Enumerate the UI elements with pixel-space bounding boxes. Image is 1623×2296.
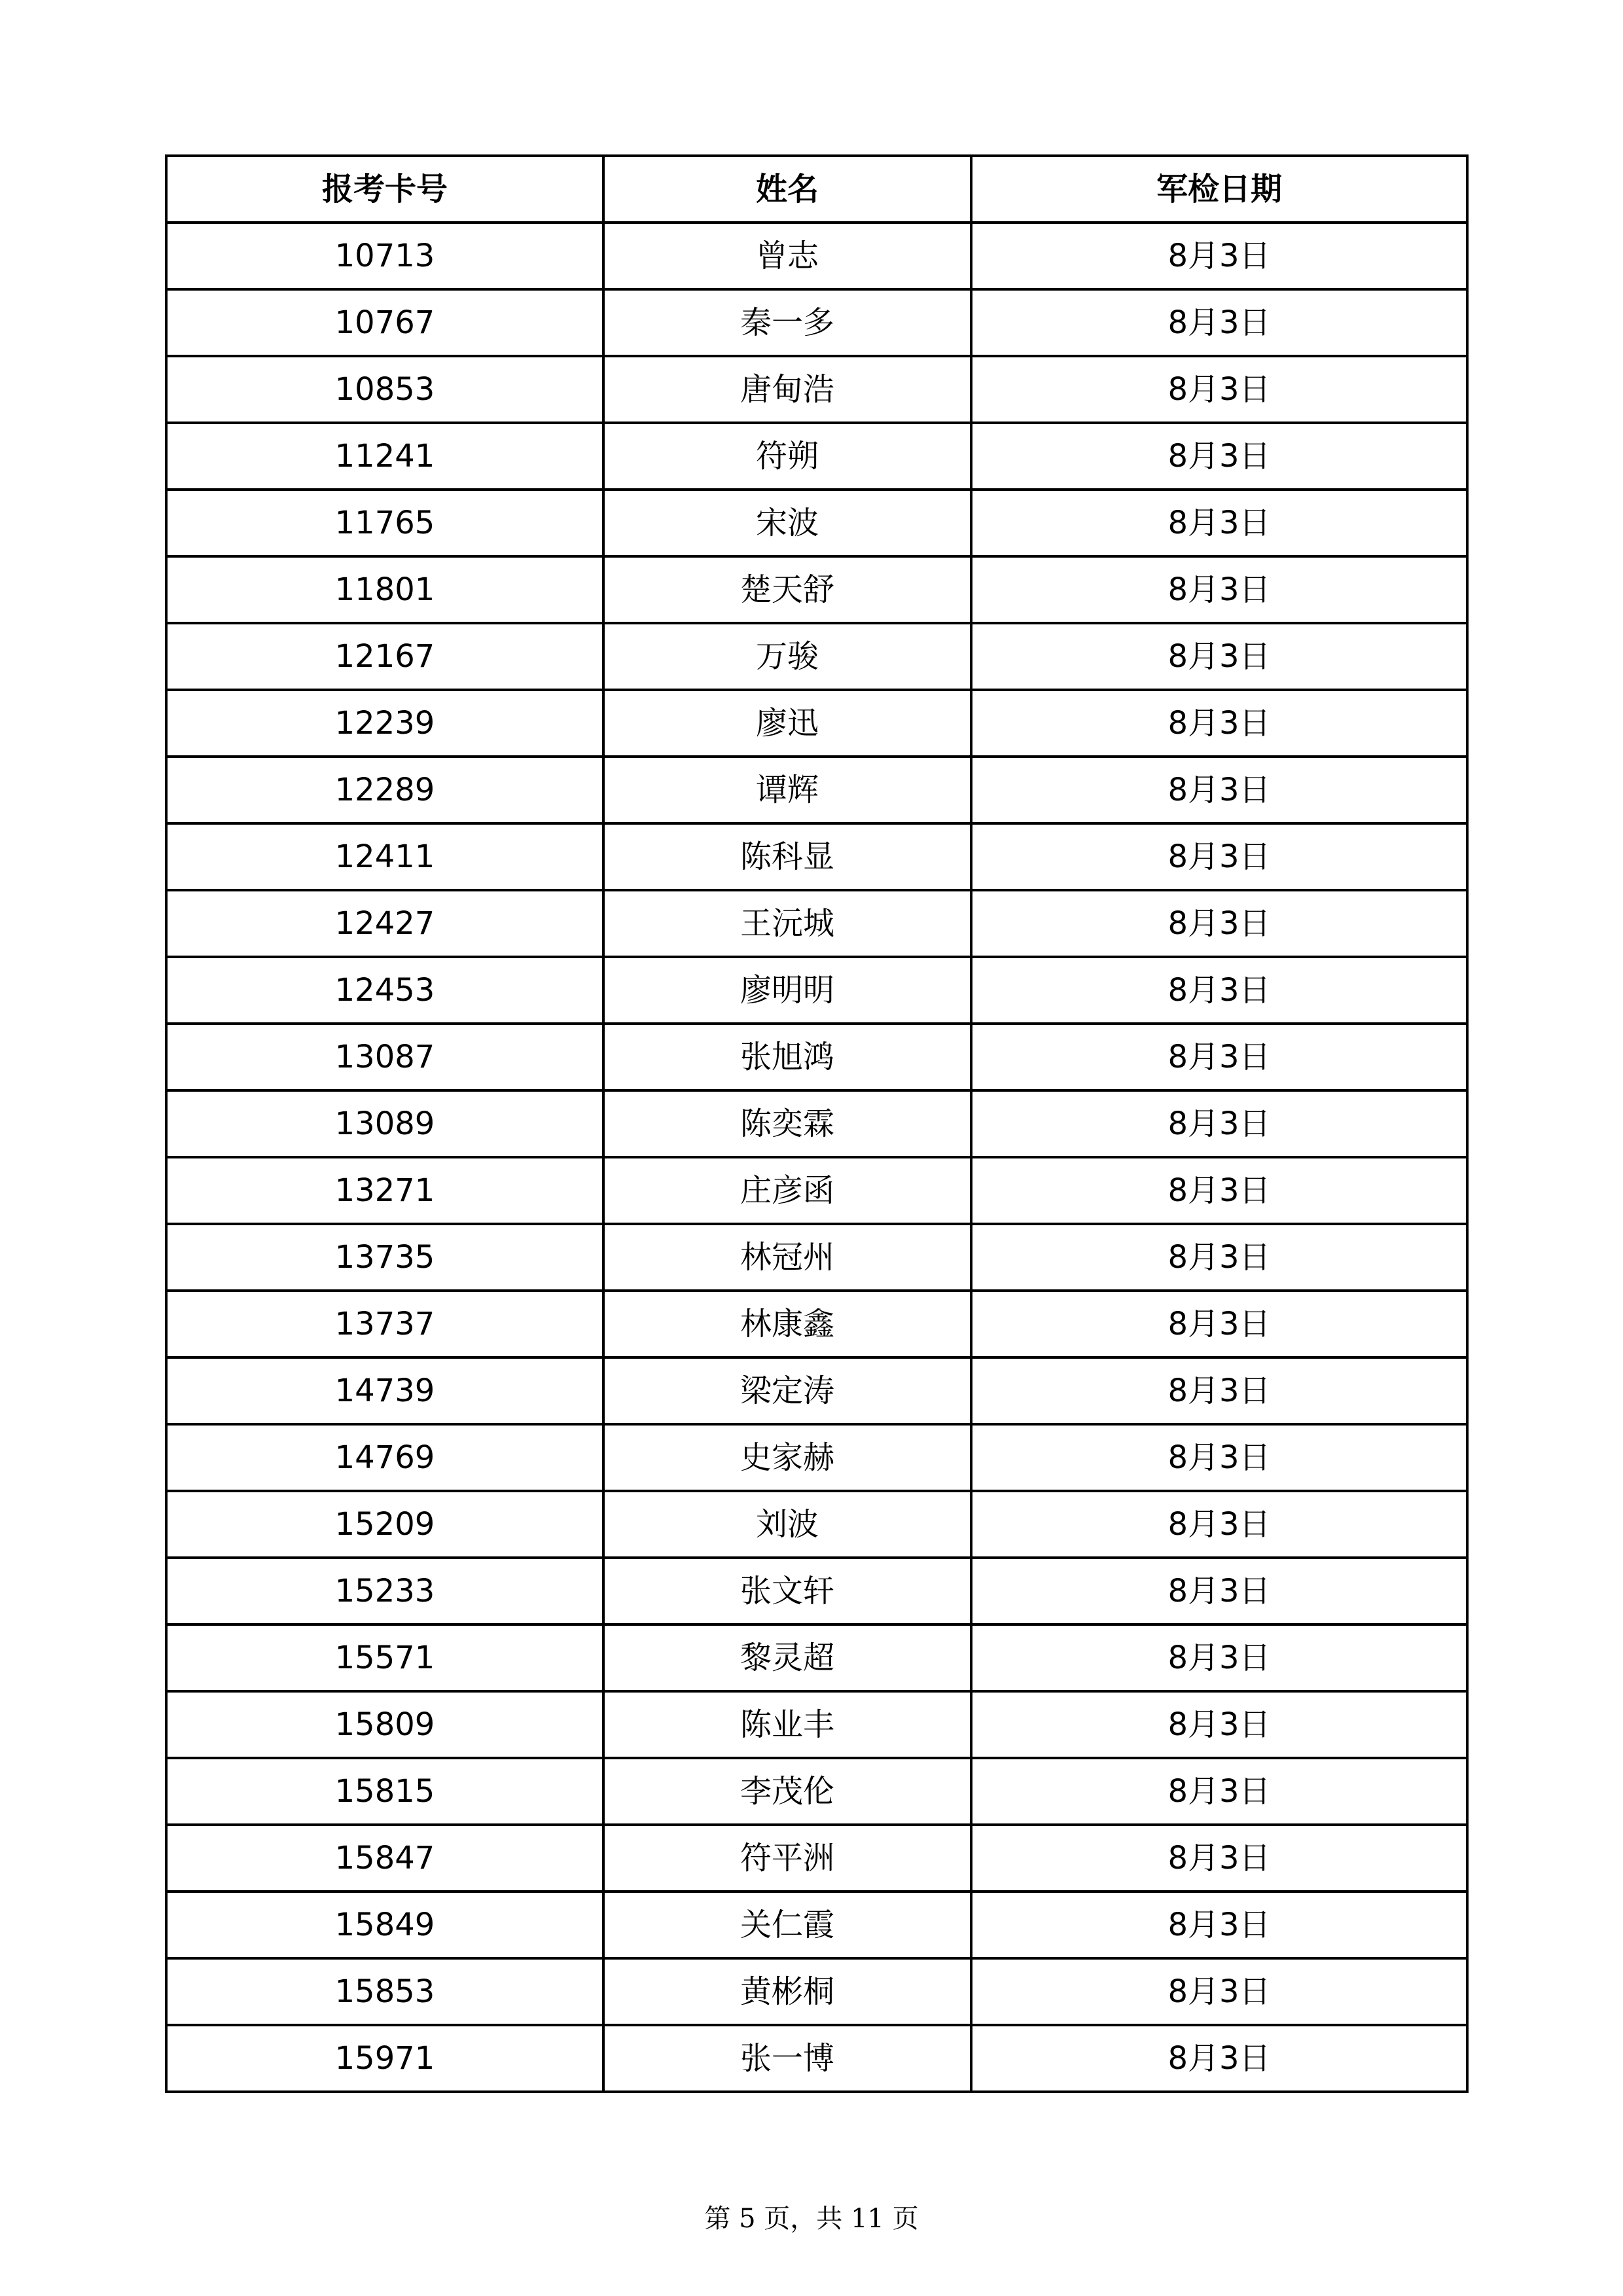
cell-name: 宋波 xyxy=(603,490,971,556)
cell-card-no: 13737 xyxy=(166,1291,603,1357)
cell-date: 8月3日 xyxy=(971,1090,1467,1157)
table-row xyxy=(166,1958,1467,2025)
cell-card-no: 15847 xyxy=(166,1825,603,1892)
table-row xyxy=(166,1224,1467,1291)
cell-date: 8月3日 xyxy=(971,1157,1467,1224)
cell-name: 张一博 xyxy=(603,2025,971,2092)
cell-name: 林冠州 xyxy=(603,1224,971,1291)
table-row xyxy=(166,356,1467,423)
cell-card-no: 11765 xyxy=(166,490,603,556)
cell-date: 8月3日 xyxy=(971,556,1467,623)
cell-card-no: 14769 xyxy=(166,1424,603,1491)
cell-card-no: 15849 xyxy=(166,1892,603,1958)
cell-card-no: 10713 xyxy=(166,223,603,289)
table-row xyxy=(166,1357,1467,1424)
cell-name: 陈业丰 xyxy=(603,1691,971,1758)
page-number-footer: 第 5 页，共 11 页 xyxy=(704,2204,919,2234)
table-row xyxy=(166,289,1467,356)
cell-card-no: 13735 xyxy=(166,1224,603,1291)
cell-name: 廖明明 xyxy=(603,957,971,1024)
cell-name: 符朔 xyxy=(603,423,971,490)
table-row xyxy=(166,1892,1467,1958)
roster-table xyxy=(165,154,1469,2093)
cell-name: 刘波 xyxy=(603,1491,971,1558)
cell-date: 8月3日 xyxy=(971,1357,1467,1424)
cell-name: 唐甸浩 xyxy=(603,356,971,423)
cell-name: 符平洲 xyxy=(603,1825,971,1892)
table-row xyxy=(166,1825,1467,1892)
cell-date: 8月3日 xyxy=(971,623,1467,690)
cell-date: 8月3日 xyxy=(971,1624,1467,1691)
cell-card-no: 15971 xyxy=(166,2025,603,2092)
table-row xyxy=(166,223,1467,289)
cell-name: 庄彦函 xyxy=(603,1157,971,1224)
cell-card-no: 12427 xyxy=(166,890,603,957)
cell-date: 8月3日 xyxy=(971,957,1467,1024)
table-row xyxy=(166,423,1467,490)
cell-date: 8月3日 xyxy=(971,1958,1467,2025)
table-row xyxy=(166,556,1467,623)
cell-date: 8月3日 xyxy=(971,1024,1467,1090)
cell-name: 张旭鸿 xyxy=(603,1024,971,1090)
cell-name: 楚天舒 xyxy=(603,556,971,623)
cell-card-no: 11241 xyxy=(166,423,603,490)
cell-name: 陈科显 xyxy=(603,823,971,890)
cell-name: 廖迅 xyxy=(603,690,971,757)
cell-card-no: 15571 xyxy=(166,1624,603,1691)
cell-name: 曾志 xyxy=(603,223,971,289)
table-row xyxy=(166,623,1467,690)
cell-card-no: 11801 xyxy=(166,556,603,623)
table-row xyxy=(166,1691,1467,1758)
cell-name: 史家赫 xyxy=(603,1424,971,1491)
cell-card-no: 12239 xyxy=(166,690,603,757)
cell-date: 8月3日 xyxy=(971,1424,1467,1491)
cell-name: 黄彬桐 xyxy=(603,1958,971,2025)
cell-name: 梁定涛 xyxy=(603,1357,971,1424)
cell-name: 张文轩 xyxy=(603,1558,971,1624)
table-row xyxy=(166,490,1467,556)
cell-date: 8月3日 xyxy=(971,490,1467,556)
cell-date: 8月3日 xyxy=(971,890,1467,957)
roster-table-container xyxy=(165,154,1466,2093)
header-name: 姓名 xyxy=(603,156,971,223)
cell-card-no: 12411 xyxy=(166,823,603,890)
cell-card-no: 12453 xyxy=(166,957,603,1024)
cell-card-no: 13087 xyxy=(166,1024,603,1090)
table-row xyxy=(166,1090,1467,1157)
table-row xyxy=(166,1024,1467,1090)
table-row xyxy=(166,1424,1467,1491)
table-row xyxy=(166,823,1467,890)
cell-date: 8月3日 xyxy=(971,1691,1467,1758)
cell-card-no: 15233 xyxy=(166,1558,603,1624)
cell-card-no: 14739 xyxy=(166,1357,603,1424)
table-row xyxy=(166,1624,1467,1691)
cell-card-no: 10767 xyxy=(166,289,603,356)
table-row xyxy=(166,1758,1467,1825)
cell-card-no: 15209 xyxy=(166,1491,603,1558)
cell-name: 李茂伦 xyxy=(603,1758,971,1825)
table-row xyxy=(166,1157,1467,1224)
cell-name: 万骏 xyxy=(603,623,971,690)
cell-date: 8月3日 xyxy=(971,289,1467,356)
cell-name: 关仁霞 xyxy=(603,1892,971,1958)
cell-card-no: 15809 xyxy=(166,1691,603,1758)
cell-date: 8月3日 xyxy=(971,823,1467,890)
cell-name: 陈奕霖 xyxy=(603,1090,971,1157)
table-row xyxy=(166,1558,1467,1624)
cell-date: 8月3日 xyxy=(971,1825,1467,1892)
cell-date: 8月3日 xyxy=(971,223,1467,289)
table-row xyxy=(166,890,1467,957)
table-row xyxy=(166,1491,1467,1558)
cell-date: 8月3日 xyxy=(971,1892,1467,1958)
cell-date: 8月3日 xyxy=(971,1558,1467,1624)
table-row xyxy=(166,957,1467,1024)
cell-name: 黎灵超 xyxy=(603,1624,971,1691)
cell-date: 8月3日 xyxy=(971,2025,1467,2092)
table-row xyxy=(166,690,1467,757)
cell-date: 8月3日 xyxy=(971,1491,1467,1558)
cell-name: 王沅城 xyxy=(603,890,971,957)
cell-card-no: 13089 xyxy=(166,1090,603,1157)
cell-date: 8月3日 xyxy=(971,1224,1467,1291)
table-body xyxy=(166,223,1467,2092)
cell-date: 8月3日 xyxy=(971,1758,1467,1825)
cell-name: 林康鑫 xyxy=(603,1291,971,1357)
header-card-no: 报考卡号 xyxy=(166,156,603,223)
table-header-row xyxy=(166,156,1467,223)
cell-name: 秦一多 xyxy=(603,289,971,356)
cell-card-no: 15815 xyxy=(166,1758,603,1825)
cell-card-no: 12289 xyxy=(166,757,603,823)
cell-card-no: 12167 xyxy=(166,623,603,690)
cell-date: 8月3日 xyxy=(971,356,1467,423)
cell-date: 8月3日 xyxy=(971,1291,1467,1357)
cell-card-no: 15853 xyxy=(166,1958,603,2025)
cell-card-no: 10853 xyxy=(166,356,603,423)
cell-name: 谭辉 xyxy=(603,757,971,823)
table-row xyxy=(166,1291,1467,1357)
cell-date: 8月3日 xyxy=(971,757,1467,823)
table-row xyxy=(166,757,1467,823)
header-date: 军检日期 xyxy=(971,156,1467,223)
cell-date: 8月3日 xyxy=(971,423,1467,490)
table-row xyxy=(166,2025,1467,2092)
cell-date: 8月3日 xyxy=(971,690,1467,757)
cell-card-no: 13271 xyxy=(166,1157,603,1224)
